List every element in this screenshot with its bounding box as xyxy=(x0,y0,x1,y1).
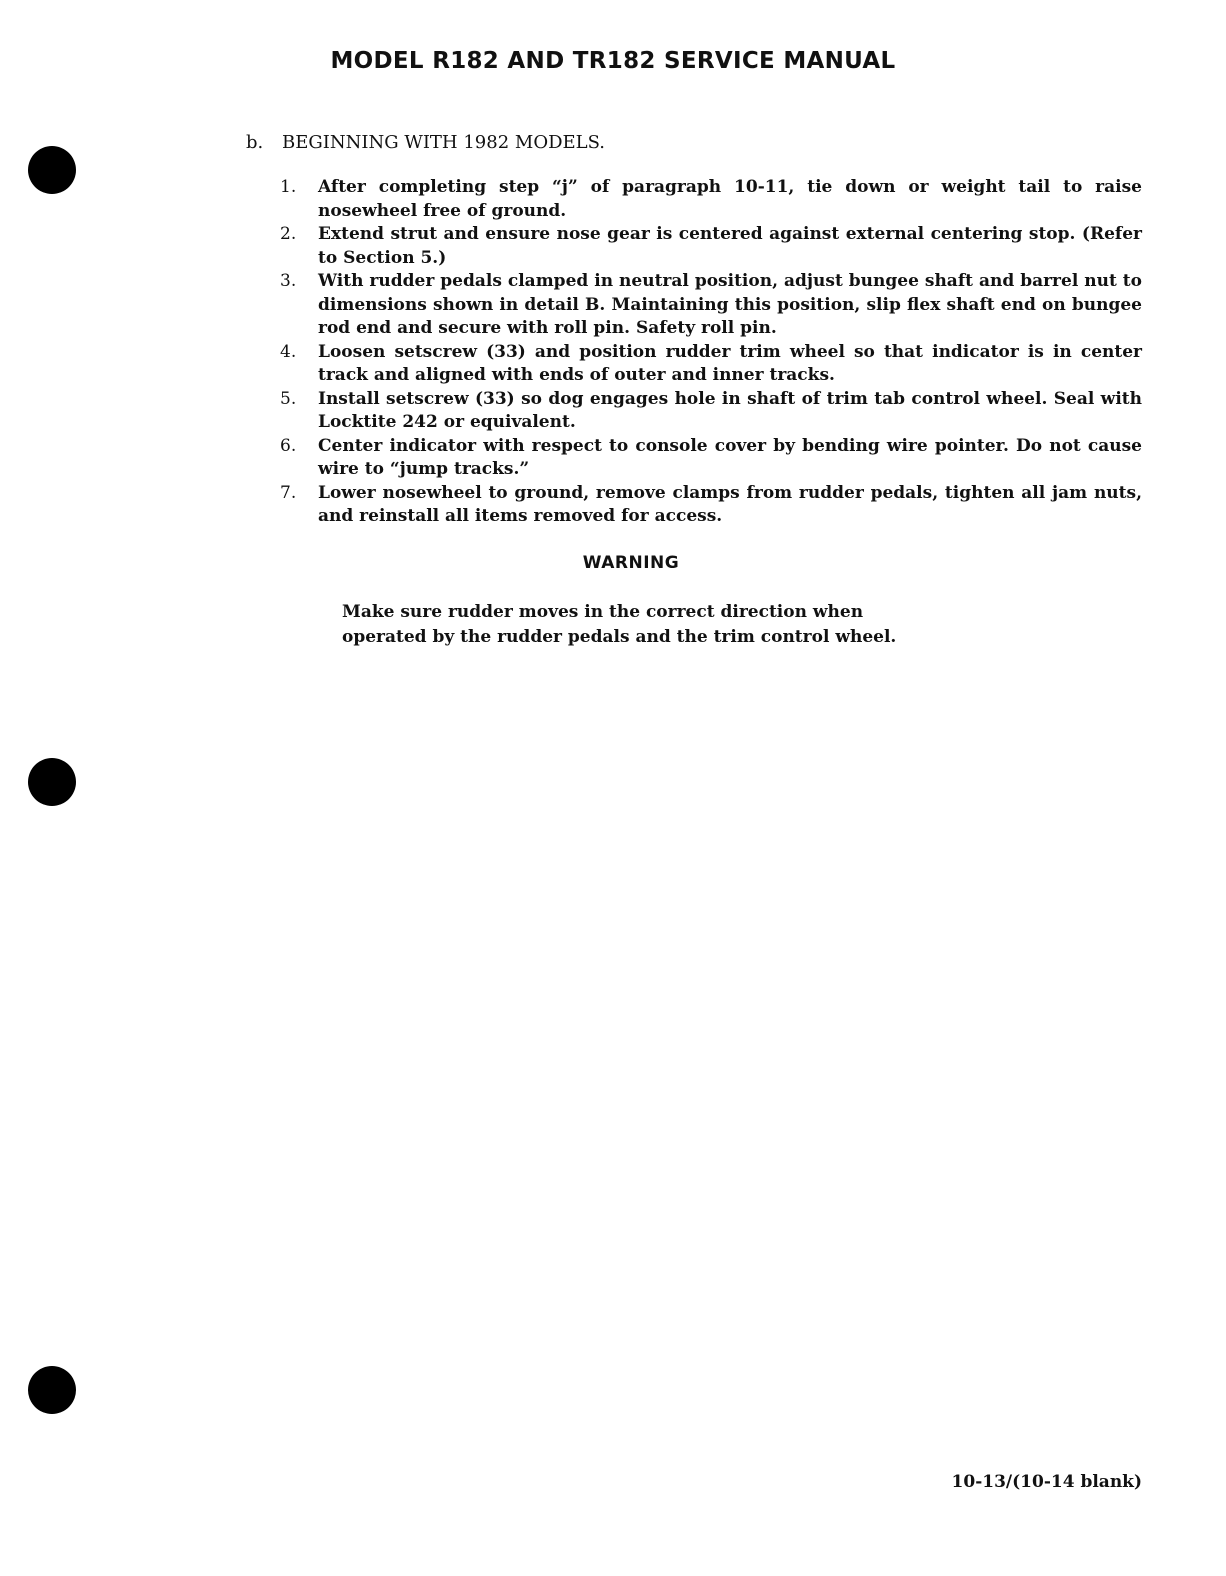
step-number: 1. xyxy=(280,177,297,197)
warning-text: Make sure rudder moves in the correct direction when operated by the rudder pedals and the trim control wheel. xyxy=(342,602,897,647)
step-item xyxy=(280,435,1142,482)
section-heading xyxy=(246,132,605,153)
step-text: Install setscrew (33) so dog engages hole in shaft of trim tab control wheel. Seal with Locktite 242 or equivalent. xyxy=(318,388,1142,432)
step-item xyxy=(280,223,1142,270)
step-number: 6. xyxy=(280,435,297,456)
section-marker: b. xyxy=(246,132,264,153)
step-item xyxy=(280,388,1142,435)
step-text: Center indicator with respect to console cover by bending wire pointer. Do not cause wire to “jump tracks.” xyxy=(318,435,1142,479)
step-number: 7. xyxy=(280,482,297,503)
step-number: 4. xyxy=(280,341,297,362)
step-item xyxy=(280,341,1142,388)
step-text: Extend strut and ensure nose gear is centered against external centering stop. (Refer to Section 5.) xyxy=(318,224,1142,268)
warning-heading: WARNING xyxy=(582,553,680,573)
step-item xyxy=(280,270,1142,341)
step-item xyxy=(280,482,1142,529)
step-text: Lower nosewheel to ground, remove clamps from rudder pedals, tighten all jam nuts, and reinstall all items removed for access. xyxy=(318,482,1142,526)
binder-hole-bottom xyxy=(28,1366,76,1414)
step-number: 5. xyxy=(280,388,297,409)
step-text: After completing step “j” of paragraph 10-11, tie down or weight tail to raise nosewheel free of ground. xyxy=(318,177,1142,221)
step-text: With rudder pedals clamped in neutral position, adjust bungee shaft and barrel nut to dimensions shown in detail B. Maintaining this position, slip flex shaft end on bungee rod end and secure with roll pin. Safety roll pin. xyxy=(318,271,1142,338)
page-title: MODEL R182 AND TR182 SERVICE MANUAL xyxy=(330,48,896,74)
page-number: 10-13/(10-14 blank) xyxy=(951,1472,1142,1492)
procedure-steps xyxy=(280,176,1142,529)
binder-hole-middle xyxy=(28,758,76,806)
step-number: 2. xyxy=(280,224,297,244)
binder-hole-top xyxy=(28,146,76,194)
step-item xyxy=(280,176,1142,223)
step-text: Loosen setscrew (33) and position rudder trim wheel so that indicator is in center track and aligned with ends of outer and inner tracks. xyxy=(318,341,1142,385)
section-heading-text: BEGINNING WITH 1982 MODELS. xyxy=(282,132,606,153)
step-number: 3. xyxy=(280,271,297,291)
